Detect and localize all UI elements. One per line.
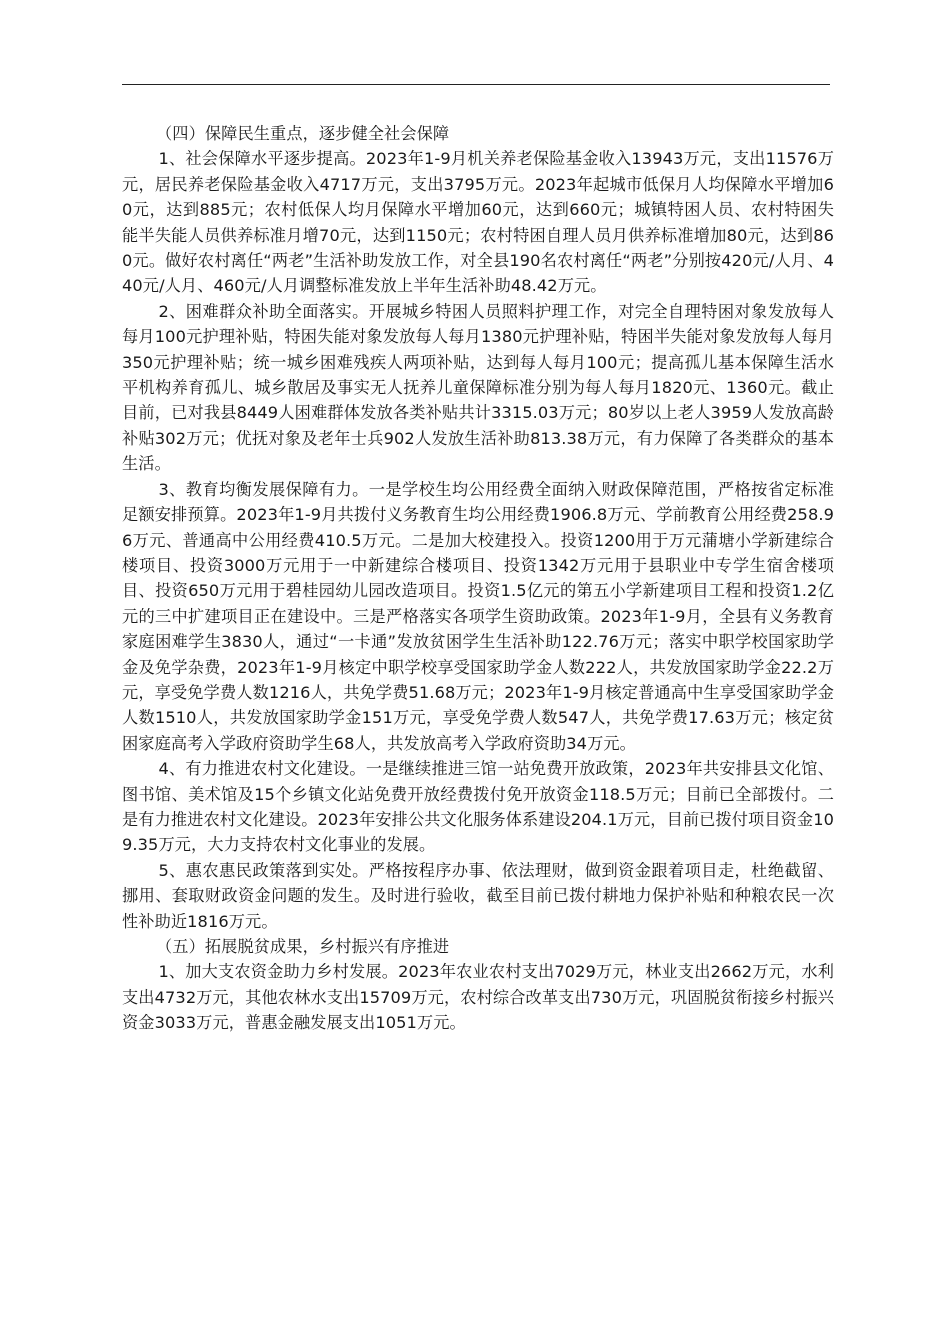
section-heading-5: （五）拓展脱贫成果，乡村振兴有序推进 (156, 937, 450, 956)
paragraph-agri-funding: 1、加大支农资金助力乡村发展。2023年农业农村支出7029万元，林业支出2662万元，水利支出4732万元，其他农林水支出15709万元，农村综合改革支出730万元，巩固脱贫衔接乡村振兴资金3033万元，普惠金融发展支出1051万元。 (122, 962, 834, 1033)
paragraph-hardship-subsidy: 2、困难群众补助全面落实。开展城乡特困人员照料护理工作，对完全自理特困对象发放每人每月100元护理补贴，特困失能对象发放每人每月1380元护理补贴，特困半失能对象发放每人每月350元护理补贴；统一城乡困难残疾人两项补贴，达到每人每月100元；提高孤儿基本保障生活水平机构养育孤儿、城乡散居及事实无人抚养儿童保障标准分别为每人每月1820元、1360元。截止目前，已对我县8449人困难群体发放各类补贴共计3315.03万元；80岁以上老人3959人发放高龄补贴302万元；优抚对象及老年士兵902人发放生活补助813.38万元，有力保障了各类群众的基本生活。 (122, 301, 834, 474)
paragraph-farmer-policy: 5、惠农惠民政策落到实处。严格按程序办事、依法理财，做到资金跟着项目走，杜绝截留、挪用、套取财政资金问题的发生。及时进行验收，截至目前已拨付耕地力保护补贴和种粮农民一次性补助近1816万元。 (122, 860, 834, 931)
paragraph-education: 3、教育均衡发展保障有力。一是学校生均公用经费全面纳入财政保障范围，严格按省定标准足额安排预算。2023年1-9月共拨付义务教育生均公用经费1906.8万元、学前教育公用经费258.96万元、普通高中公用经费410.5万元。二是加大校建投入。投资1200用于万元蒲塘小学新建综合楼项目、投资3000万元用于一中新建综合楼项目、投资1342万元用于县职业中专学生宿舍楼项目、投资650万元用于碧桂园幼儿园改造项目。投资1.5亿元的第五小学新建项目工程和投资1.2亿元的三中扩建项目正在建设中。三是严格落实各项学生资助政策。2023年1-9月，全县有义务教育家庭困难学生3830人，通过“一卡通”发放贫困学生生活补助122.76万元；落实中职学校国家助学金及免学杂费，2023年1-9月核定中职学校享受国家助学金人数222人，共发放国家助学金22.2万元，享受免学费人数1216人，共免学费51.68万元；2023年1-9月核定普通高中生享受国家助学金人数1510人，共发放国家助学金151万元，享受免学费人数547人，共免学费17.63万元；核定贫困家庭高考入学政府资助学生68人，共发放高考入学政府资助34万元。 (122, 479, 834, 753)
paragraph-social-security: 1、社会保障水平逐步提高。2023年1-9月机关养老保险基金收入13943万元，支出11576万元，居民养老保险基金收入4717万元，支出3795万元。2023年起城市低保月人均保障水平增加60元，达到885元；农村低保人均月保障水平增加60元，达到660元；城镇特困人员、农村特困失能半失能人员供养标准月增70元，达到1150元；农村特困自理人员月供养标准增加80元，达到860元。做好农村离任“两老”生活补助发放工作，对全县190名农村离任“两老”分别按420元/人月、440元/人月、460元/人月调整标准发放上半年生活补助48.42万元。 (122, 149, 834, 296)
paragraph-rural-culture: 4、有力推进农村文化建设。一是继续推进三馆一站免费开放政策，2023年共安排县文化馆、图书馆、美术馆及15个乡镇文化站免费开放经费拨付免开放资金118.5万元；目前已全部拨付。二是有力推进农村文化建设。2023年安排公共文化服务体系建设204.1万元，目前已拨付项目资金109.35万元，大力支持农村文化事业的发展。 (122, 759, 834, 855)
document-body (122, 121, 834, 1036)
section-heading-4: （四）保障民生重点，逐步健全社会保障 (156, 124, 450, 143)
header-rule (122, 84, 830, 85)
